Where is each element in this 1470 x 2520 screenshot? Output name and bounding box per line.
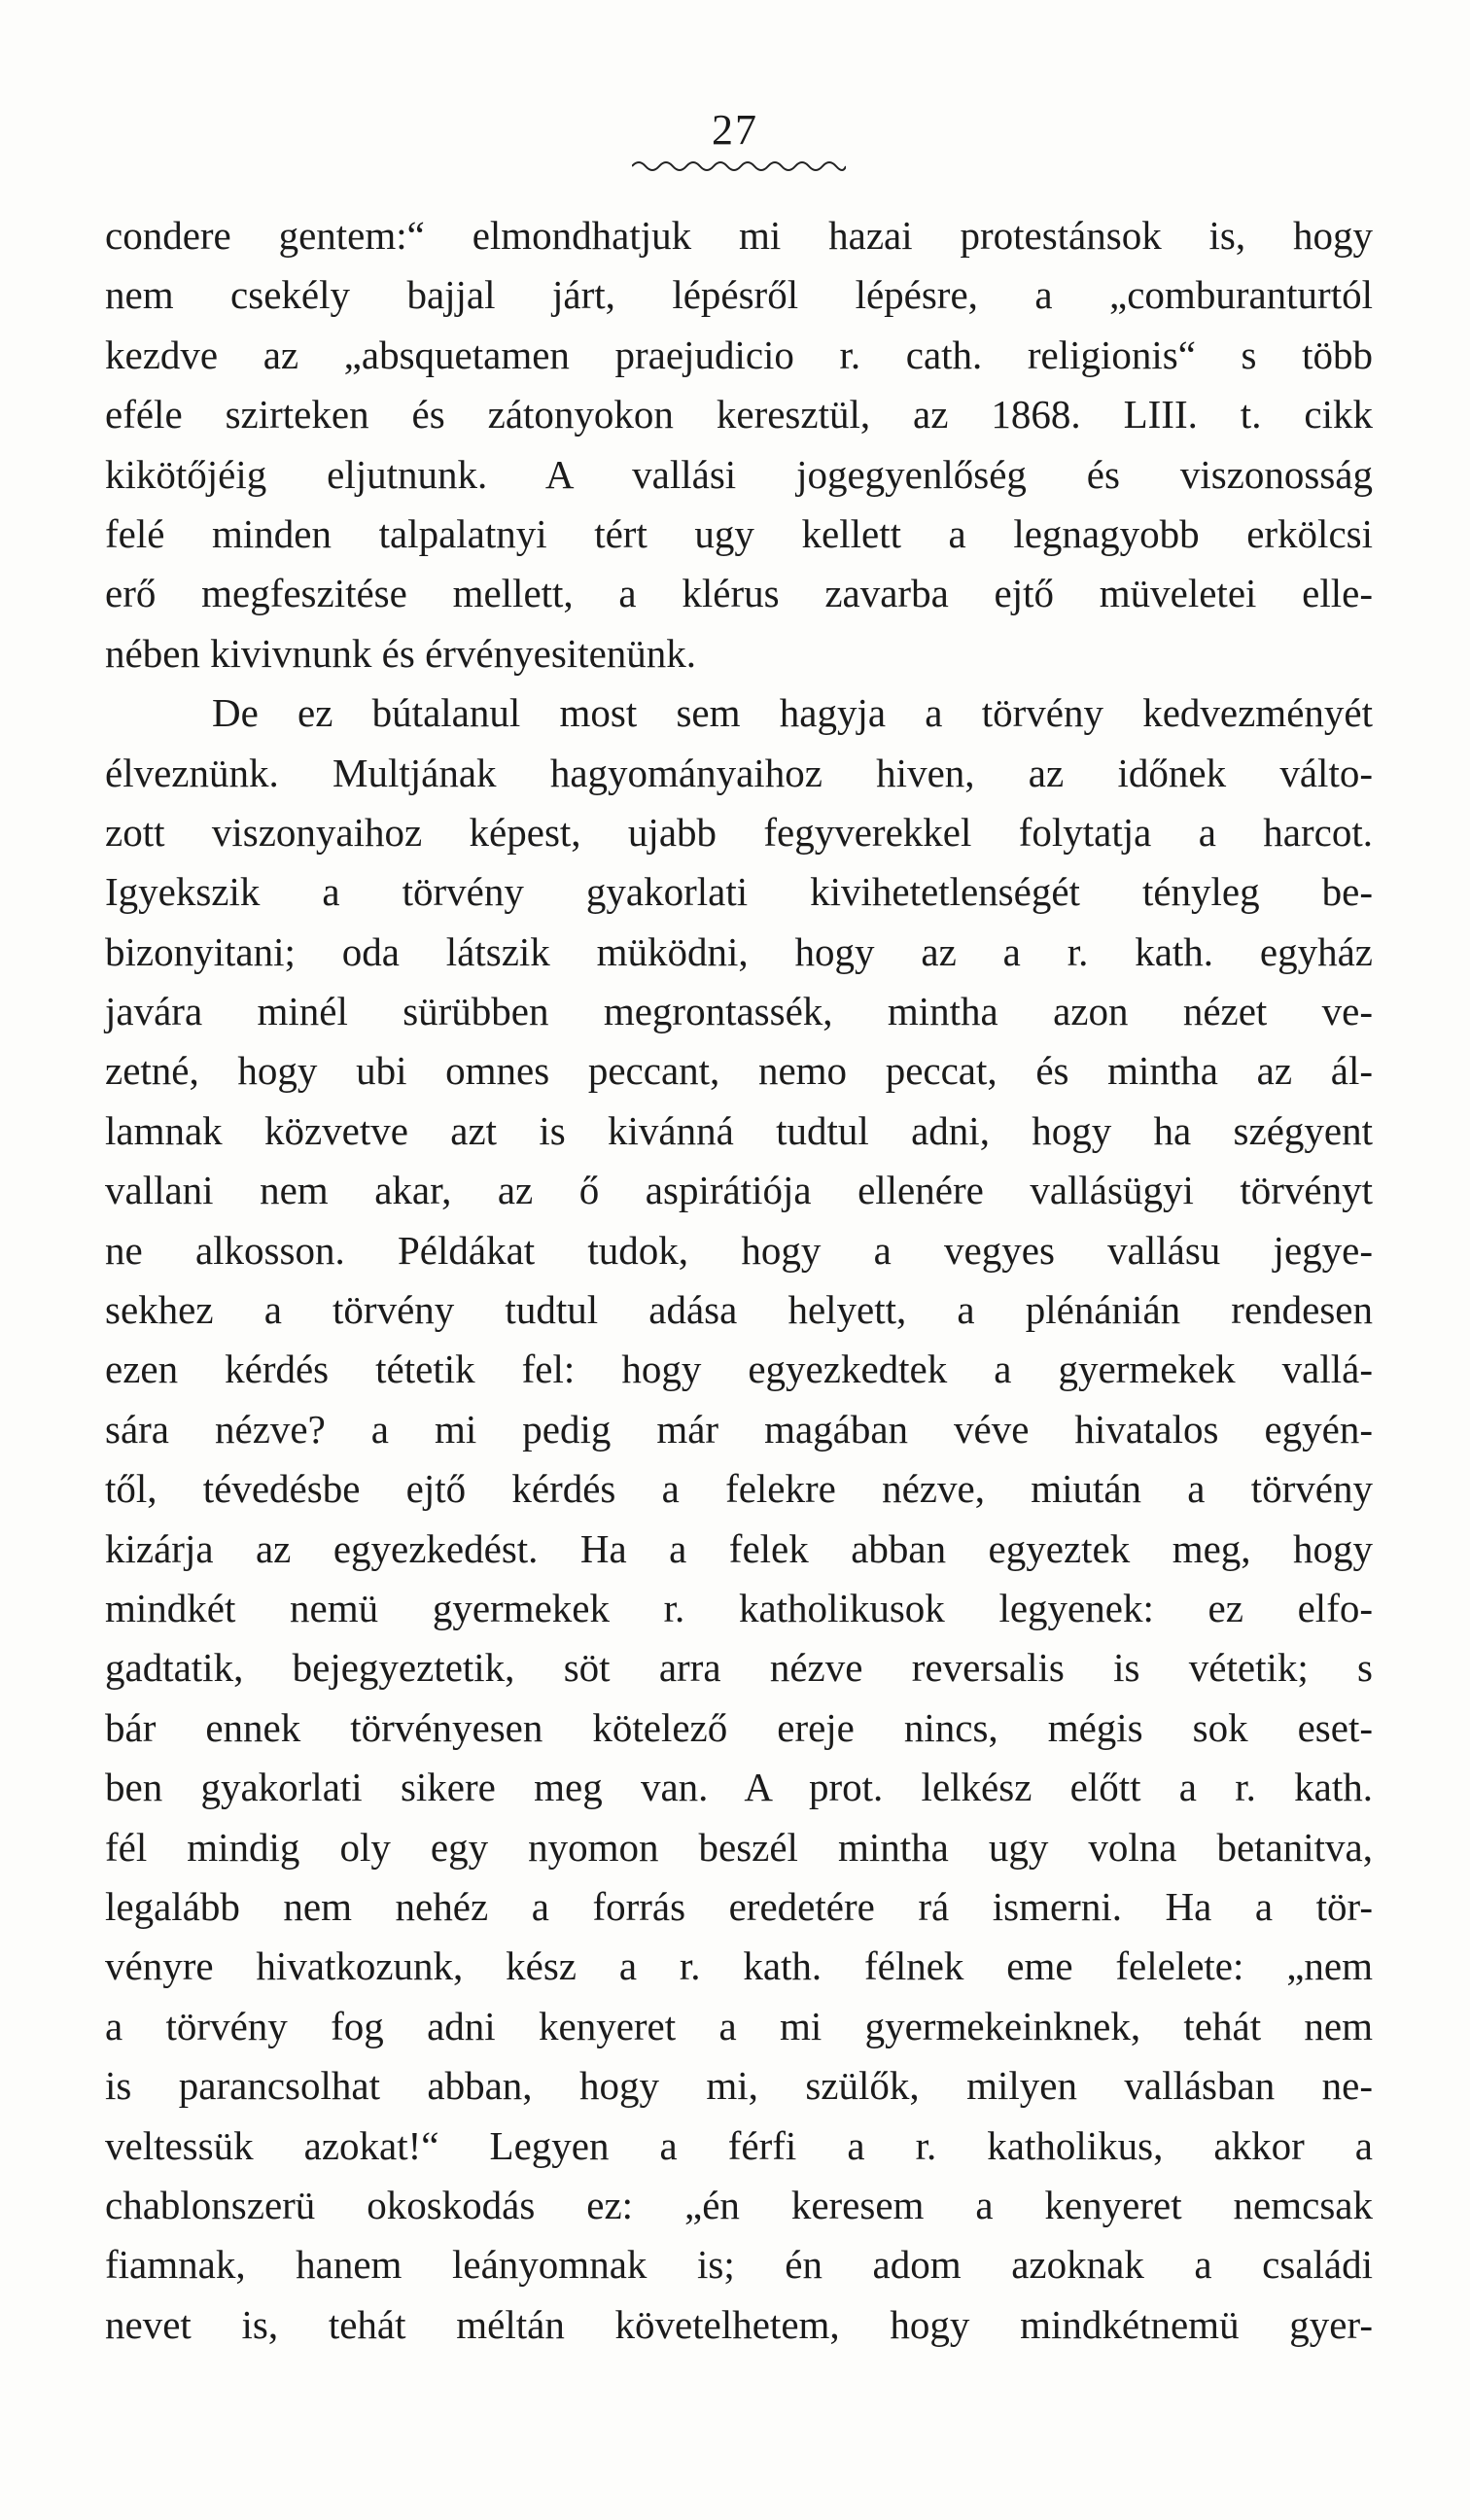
text-line: bár ennek törvényesen kötelező ereje nincs, mégis sok eset- xyxy=(105,1704,1373,1750)
text-line: vényre hivatkozunk, kész a r. kath. félnek eme felelete: „nem xyxy=(105,1943,1373,1989)
body-text xyxy=(105,206,1373,2355)
text-line: ezen kérdés tétetik fel: hogy egyezkedtek a gyermekek vallá- xyxy=(105,1347,1373,1392)
text-line: chablonszerü okoskodás ez: „én keresem a kenyeret nemcsak xyxy=(105,2182,1373,2227)
text-line: kezdve az „absquetamen praejudicio r. cath. religionis“ s több xyxy=(105,332,1373,377)
text-line: legalább nem nehéz a forrás eredetére rá ismerni. Ha a tör- xyxy=(105,1883,1373,1929)
text-line: sekhez a törvény tudtul adása helyett, a plénánián rendesen xyxy=(105,1287,1373,1333)
text-line: a törvény fog adni kenyeret a mi gyermekeinknek, tehát nem xyxy=(105,2003,1373,2048)
text-line: fél mindig oly egy nyomon beszél mintha ugy volna betanitva, xyxy=(105,1824,1373,1870)
text-line: is parancsolhat abban, hogy mi, szülők, milyen vallásban ne- xyxy=(105,2063,1373,2109)
text-line: veltessük azokat!“ Legyen a férfi a r. katholikus, akkor a xyxy=(105,2122,1373,2168)
text-line: mindkét nemü gyermekek r. katholikusok legyenek: ez elfo- xyxy=(105,1585,1373,1630)
text-line: ben gyakorlati sikere meg van. A prot. lelkész előtt a r. kath. xyxy=(105,1765,1373,1810)
text-line: zetné, hogy ubi omnes peccant, nemo peccat, és mintha az ál- xyxy=(105,1048,1373,1094)
text-line: től, tévedésbe ejtő kérdés a felekre nézve, miután a törvény xyxy=(105,1466,1373,1512)
text-line: kikötőjéig eljutnunk. A vallási jogegyenlőség és viszonosság xyxy=(105,451,1373,497)
page-number: 27 xyxy=(712,106,758,154)
text-line: felé minden talpalatnyi tért ugy kellett a legnagyobb erkölcsi xyxy=(105,510,1373,556)
text-line: vallani nem akar, az ő aspirátiója ellenére vallásügyi törvényt xyxy=(105,1168,1373,1213)
ornament-divider xyxy=(632,158,846,175)
text-line: bizonyitani; oda látszik müködni, hogy az a r. kath. egyház xyxy=(105,928,1373,974)
text-line: javára minél sürübben megrontassék, mintha azon nézet ve- xyxy=(105,989,1373,1034)
text-line: nem csekély bajjal járt, lépésről lépésre, a „comburanturtól xyxy=(105,272,1373,318)
text-line: condere gentem:“ elmondhatjuk mi hazai protestánsok is, hogy xyxy=(105,213,1373,258)
text-line: ne alkosson. Példákat tudok, hogy a vegyes vallásu jegye- xyxy=(105,1227,1373,1273)
text-line: nevet is, tehát méltán követelhetem, hogy mindkétnemü gyer- xyxy=(105,2301,1373,2347)
text-line: erő megfeszitése mellett, a klérus zavarba ejtő müveletei elle- xyxy=(105,571,1373,616)
text-line: fiamnak, hanem leányomnak is; én adom azoknak a családi xyxy=(105,2242,1373,2288)
text-line: kizárja az egyezkedést. Ha a felek abban egyeztek meg, hogy xyxy=(105,1525,1373,1571)
text-line: gadtatik, bejegyeztetik, söt arra nézve reversalis is vétetik; s xyxy=(105,1645,1373,1691)
text-line: eféle szirteken és zátonyokon keresztül, az 1868. LIII. t. cikk xyxy=(105,392,1373,438)
text-line: sára nézve? a mi pedig már magában véve hivatalos egyén- xyxy=(105,1406,1373,1452)
text-line: élveznünk. Multjának hagyományaihoz hiven, az időnek válto- xyxy=(105,750,1373,795)
text-line: lamnak közvetve azt is kivánná tudtul adni, hogy ha szégyent xyxy=(105,1107,1373,1153)
text-line: nében kivivnunk és érvényesitenünk. xyxy=(105,630,697,676)
text-line: zott viszonyaihoz képest, ujabb fegyverekkel folytatja a harcot. xyxy=(105,809,1373,855)
text-line: De ez bútalanul most sem hagyja a törvény kedvezményét xyxy=(212,690,1373,736)
text-line: Igyekszik a törvény gyakorlati kivihetetlenségét tényleg be- xyxy=(105,869,1373,915)
